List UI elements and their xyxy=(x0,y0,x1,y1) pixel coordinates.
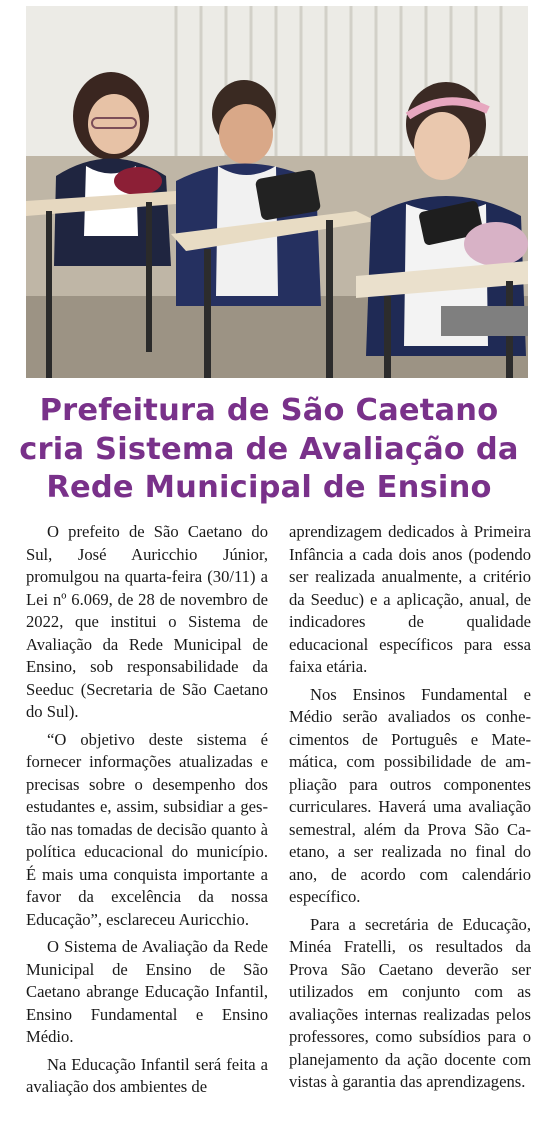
paragraph-continued: aprendizagem dedicados à Primeira Infância a cada dois anos (podendo ser realizada anualmente, a critério da Seeduc) e a aplicação, anual, de indicadores de qualidade educacional específicos para essa faixa etária. xyxy=(289,522,531,676)
headline-line-3: Rede Municipal de Ensino xyxy=(46,470,492,505)
paragraph: Para a secretária de Educação, Minéa Fratelli, os resultados da Prova São Caetano deverão ser utilizados em conjunto com as avaliações internas realizadas pelos professores, como subsídios para o planejamento da ação docente com vistas à garantia das aprendizagens. xyxy=(289,914,531,1091)
article-column-left xyxy=(26,521,268,1099)
headline-line-1: Prefeitura de São Caetano xyxy=(39,393,499,428)
classroom-photo xyxy=(26,6,528,378)
paragraph: “O objetivo deste sistema é fornecer informações atualizadas e precisas sobre o desempenho dos estudantes e, assim, subsidiar a gestão nas tomadas de decisão quanto à política educacional do município. É mais uma conquista importante a favor da excelência da nossa Educação”, esclareceu Auricchio. xyxy=(26,729,268,929)
paragraph: O prefeito de São Caetano do Sul, José Auricchio Júnior, promulgou na quarta-feira (30/11) a Lei nº 6.069, de 28 de novembro de 2022, que institui o Sistema de Avaliação da Rede Municipal de Ensino, sob responsabilidade da Seeduc (Secretaria de São Caetano do Sul). xyxy=(26,522,268,721)
paragraph: Nos Ensinos Fundamental e Médio serão avaliados os conhecimentos de Português e Matemática, com possibilidade de ampliação para outros componentes curriculares. Haverá uma avaliação semestral, além da Prova São Caetano, a ser realizada no final do ano, de acordo com calendário específico. xyxy=(289,684,531,906)
paragraph: Na Educação Infantil será feita a avaliação dos ambientes de xyxy=(26,1054,268,1096)
paragraph: O Sistema de Avaliação da Rede Municipal de Ensino de São Caetano abrange Educação Infantil, Ensino Fundamental e Ensino Médio. xyxy=(26,937,268,1046)
classroom-illustration xyxy=(26,6,528,378)
article-column-right xyxy=(289,521,531,1094)
headline-line-2: cria Sistema de Avaliação da xyxy=(19,431,519,467)
article-headline xyxy=(10,392,528,508)
